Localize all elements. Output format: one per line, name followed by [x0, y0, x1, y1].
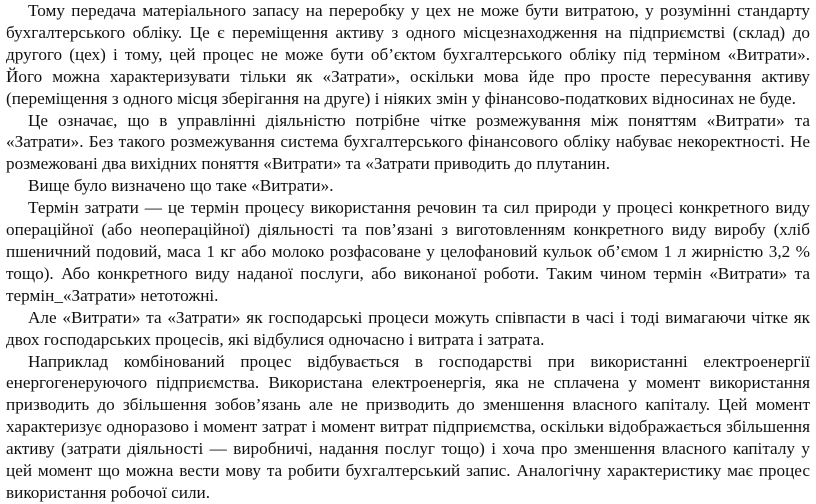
paragraph-1: Тому передача матеріального запасу на переробку у цех не може бути витратою, у розумінні стандарту бухгалтерського обліку. Це є переміщення активу з одного місцезнаходження на підприємстві (склад) до другого (цех) і тому, цей процес не може бути об’єктом бухгалтерського обліку під терміном «Витрати». Його можна характеризувати тільки як «Затрати», оскільки мова йде про просте пересування активу (переміщення з одного місця зберігання на друге) і ніяких змін у фінансово-податкових відносинах не буде.: [6, 1, 810, 108]
paragraph-5: Але «Витрати» та «Затрати» як господарські процеси можуть співпасти в часі і тоді вимагаючи чітке як двох господарських процесів, які відбулися одночасно і витрата і затрата.: [6, 307, 810, 349]
document-page: [6, 0, 810, 504]
paragraph-4: Термін затрати — це термін процесу використання речовин та сил природи у процесі конкретного виду операційної (або неопераційної) діяльності та пов’язані з виготовленням конкретного виду виробу (хліб пшеничний подовий, маса 1 кг або молоко розфасоване у целофановий кульок об’ємом 1 л жирністю 3,2 % тощо). Або конкретного виду наданої послуги, або виконаної роботи. Таким чином термін «Витрати» та термін_«Затрати» нетотожні.: [6, 198, 810, 305]
paragraph-2: Це означає, що в управлінні діяльністю потрібне чітке розмежування між поняттям «Витрати» та «Затрати». Без такого розмежування система бухгалтерського фінансового обліку набуває некоректності. Не розмежовані два вихідних поняття «Витрати» та «Затрати приводить до плутанин.: [6, 110, 810, 174]
paragraph-3: Вище було визначено що таке «Витрати».: [28, 176, 334, 196]
paragraph-6: Наприклад комбінований процес відбувається в господарстві при використанні електроенергії енергогенеруючого підприємства. Використана електроенергія, яка не сплачена у момент використання призводить до збільшення зобов’язань але не призводить до зменшення власного капіталу. Цей момент характеризує одноразово і момент затрат і момент витрат підприємства, оскільки відображається збільшення активу (затрати діяльності — виробничі, надання послуг тощо) і хоча про зменшення власного капіталу у цей момент що можна вести мову та робити бухгалтерський запис. Аналогічну характеристику має процес використання робочої сили.: [6, 351, 810, 502]
